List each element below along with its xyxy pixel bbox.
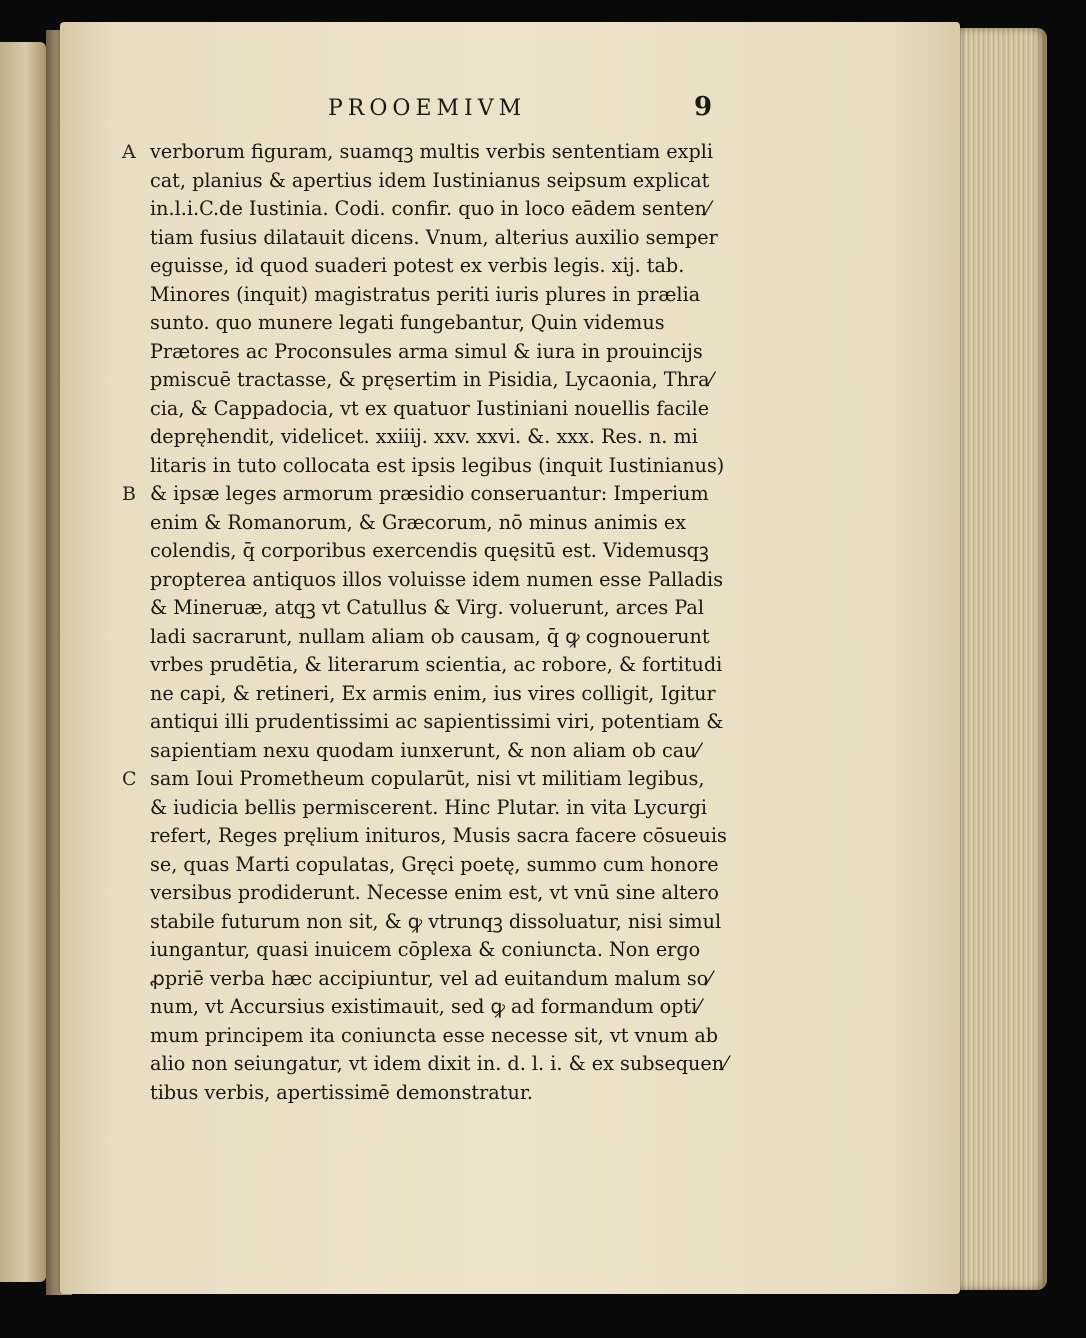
- text-line: [130, 1079, 770, 1108]
- line-text: Prætores ac Proconsules arma simul & iura in prouincijs: [150, 339, 703, 363]
- line-text: cia, & Cappadocia, vt ex quatuor Iustiniani nouellis facile: [150, 396, 710, 420]
- text-line: [130, 594, 770, 623]
- left-page-edge: [0, 42, 46, 1282]
- line-text: iungantur, quasi inuicem cōplexa & coniuncta. Non ergo: [150, 938, 701, 961]
- text-line: [130, 452, 770, 481]
- line-text: propterea antiquos illos voluisse idem numen esse Palladis: [150, 567, 724, 591]
- line-text: & iudicia bellis permiscerent. Hinc Plutar. in vita Lycurgi: [150, 795, 708, 819]
- text-line: [130, 423, 770, 452]
- line-text: vrbes prudētia, & literarum scientia, ac robore, & fortitudi: [150, 653, 723, 676]
- line-text: & Mineruæ, atqꝫ vt Catullus & Virg. voluerunt, arces Pal: [150, 596, 704, 619]
- section-marker: A: [122, 141, 136, 163]
- text-line: [130, 224, 770, 253]
- page-stack-edge: [955, 28, 1047, 1290]
- section-marker: B: [122, 483, 136, 505]
- text-line: [130, 737, 770, 766]
- line-text: verborum figuram, suamqꝫ multis verbis sententiam expli: [150, 140, 714, 163]
- text-line: [130, 794, 770, 823]
- text-line: [130, 281, 770, 310]
- text-line: [130, 167, 770, 196]
- text-line: [122, 138, 770, 167]
- line-text: sunto. quo munere legati fungebantur, Quin videmus: [150, 311, 665, 334]
- text-line: [130, 680, 770, 709]
- text-line: [130, 338, 770, 367]
- folio-number: 9: [694, 92, 713, 122]
- text-line: [122, 765, 770, 794]
- text-line: [130, 395, 770, 424]
- running-title: PROOEMIVM: [328, 96, 527, 121]
- line-text: stabile futurum non sit, & ꝙ vtrunqꝫ dissoluatur, nisi simul: [150, 909, 722, 933]
- text-line: [130, 908, 770, 937]
- body-text: [122, 138, 770, 1107]
- text-line: [130, 509, 770, 538]
- section-marker: C: [122, 768, 137, 790]
- line-text: Minores (inquit) magistratus periti iuris plures in prælia: [150, 282, 701, 306]
- line-text: eguisse, id quod suaderi potest ex verbis legis. xij. tab.: [150, 254, 685, 277]
- text-line: [130, 965, 770, 994]
- line-text: tiam fusius dilatauit dicens. Vnum, alterius auxilio semper: [150, 225, 718, 249]
- page-header: [328, 92, 748, 130]
- text-line: [130, 309, 770, 338]
- text-line: [130, 623, 770, 652]
- line-text: versibus prodiderunt. Necesse enim est, vt vnū sine altero: [150, 881, 719, 904]
- line-text: num, vt Accursius existimauit, sed ꝙ ad formandum opti⁄: [150, 995, 701, 1018]
- line-text: sapientiam nexu quodam iunxerunt, & non aliam ob cau⁄: [150, 738, 700, 762]
- line-text: mum principem ita coniuncta esse necesse sit, vt vnum ab: [150, 1023, 719, 1047]
- text-line: [130, 366, 770, 395]
- line-text: enim & Romanorum, & Græcorum, nō minus animis ex: [150, 510, 687, 534]
- text-line: [130, 851, 770, 880]
- line-text: depręhendit, videlicet. xxiiij. xxv. xxvi. &. xxx. Res. n. mi: [150, 425, 698, 448]
- line-text: litaris in tuto collocata est ipsis legibus (inquit Iustinianus): [150, 453, 725, 477]
- line-text: cat, planius & apertius idem Iustinianus seipsum explicat: [150, 168, 710, 192]
- line-text: sam Ioui Prometheum copularūt, nisi vt militiam legibus,: [150, 767, 705, 790]
- line-text: se, quas Marti copulatas, Gręci poetę, summo cum honore: [150, 852, 719, 876]
- text-line: [130, 993, 770, 1022]
- line-text: & ipsæ leges armorum præsidio conseruantur: Imperium: [150, 482, 709, 505]
- text-line: [130, 822, 770, 851]
- text-line: [130, 566, 770, 595]
- text-line: [130, 252, 770, 281]
- line-text: tibus verbis, apertissimē demonstratur.: [150, 1080, 533, 1104]
- text-line: [130, 936, 770, 965]
- text-line: [130, 879, 770, 908]
- line-text: in.l.i.C.de Iustinia. Codi. confir. quo in loco eādem senten⁄: [150, 197, 711, 220]
- text-line: [130, 1022, 770, 1051]
- text-line: [130, 1050, 770, 1079]
- text-line: [130, 651, 770, 680]
- line-text: ꝓpriē verba hæc accipiuntur, vel ad euitandum malum so⁄: [150, 966, 712, 990]
- text-line: [130, 195, 770, 224]
- line-text: alio non seiungatur, vt idem dixit in. d. l. i. & ex subsequen⁄: [150, 1052, 728, 1075]
- line-text: colendis, q̄ corporibus exercendis quęsitū est. Videmusqꝫ: [150, 539, 709, 562]
- line-text: ladi sacrarunt, nullam aliam ob causam, q̄ ꝙ cognouerunt: [150, 624, 710, 648]
- line-text: refert, Reges pręlium inituros, Musis sacra facere cōsueuis: [150, 824, 727, 847]
- line-text: ne capi, & retineri, Ex armis enim, ius vires colligit, Igitur: [150, 681, 716, 705]
- text-line: [122, 480, 770, 509]
- text-line: [130, 537, 770, 566]
- line-text: antiqui illi prudentissimi ac sapientissimi viri, potentiam &: [150, 710, 724, 733]
- line-text: pmiscuē tractasse, & pręsertim in Pisidia, Lycaonia, Thra⁄: [150, 368, 713, 391]
- text-line: [130, 708, 770, 737]
